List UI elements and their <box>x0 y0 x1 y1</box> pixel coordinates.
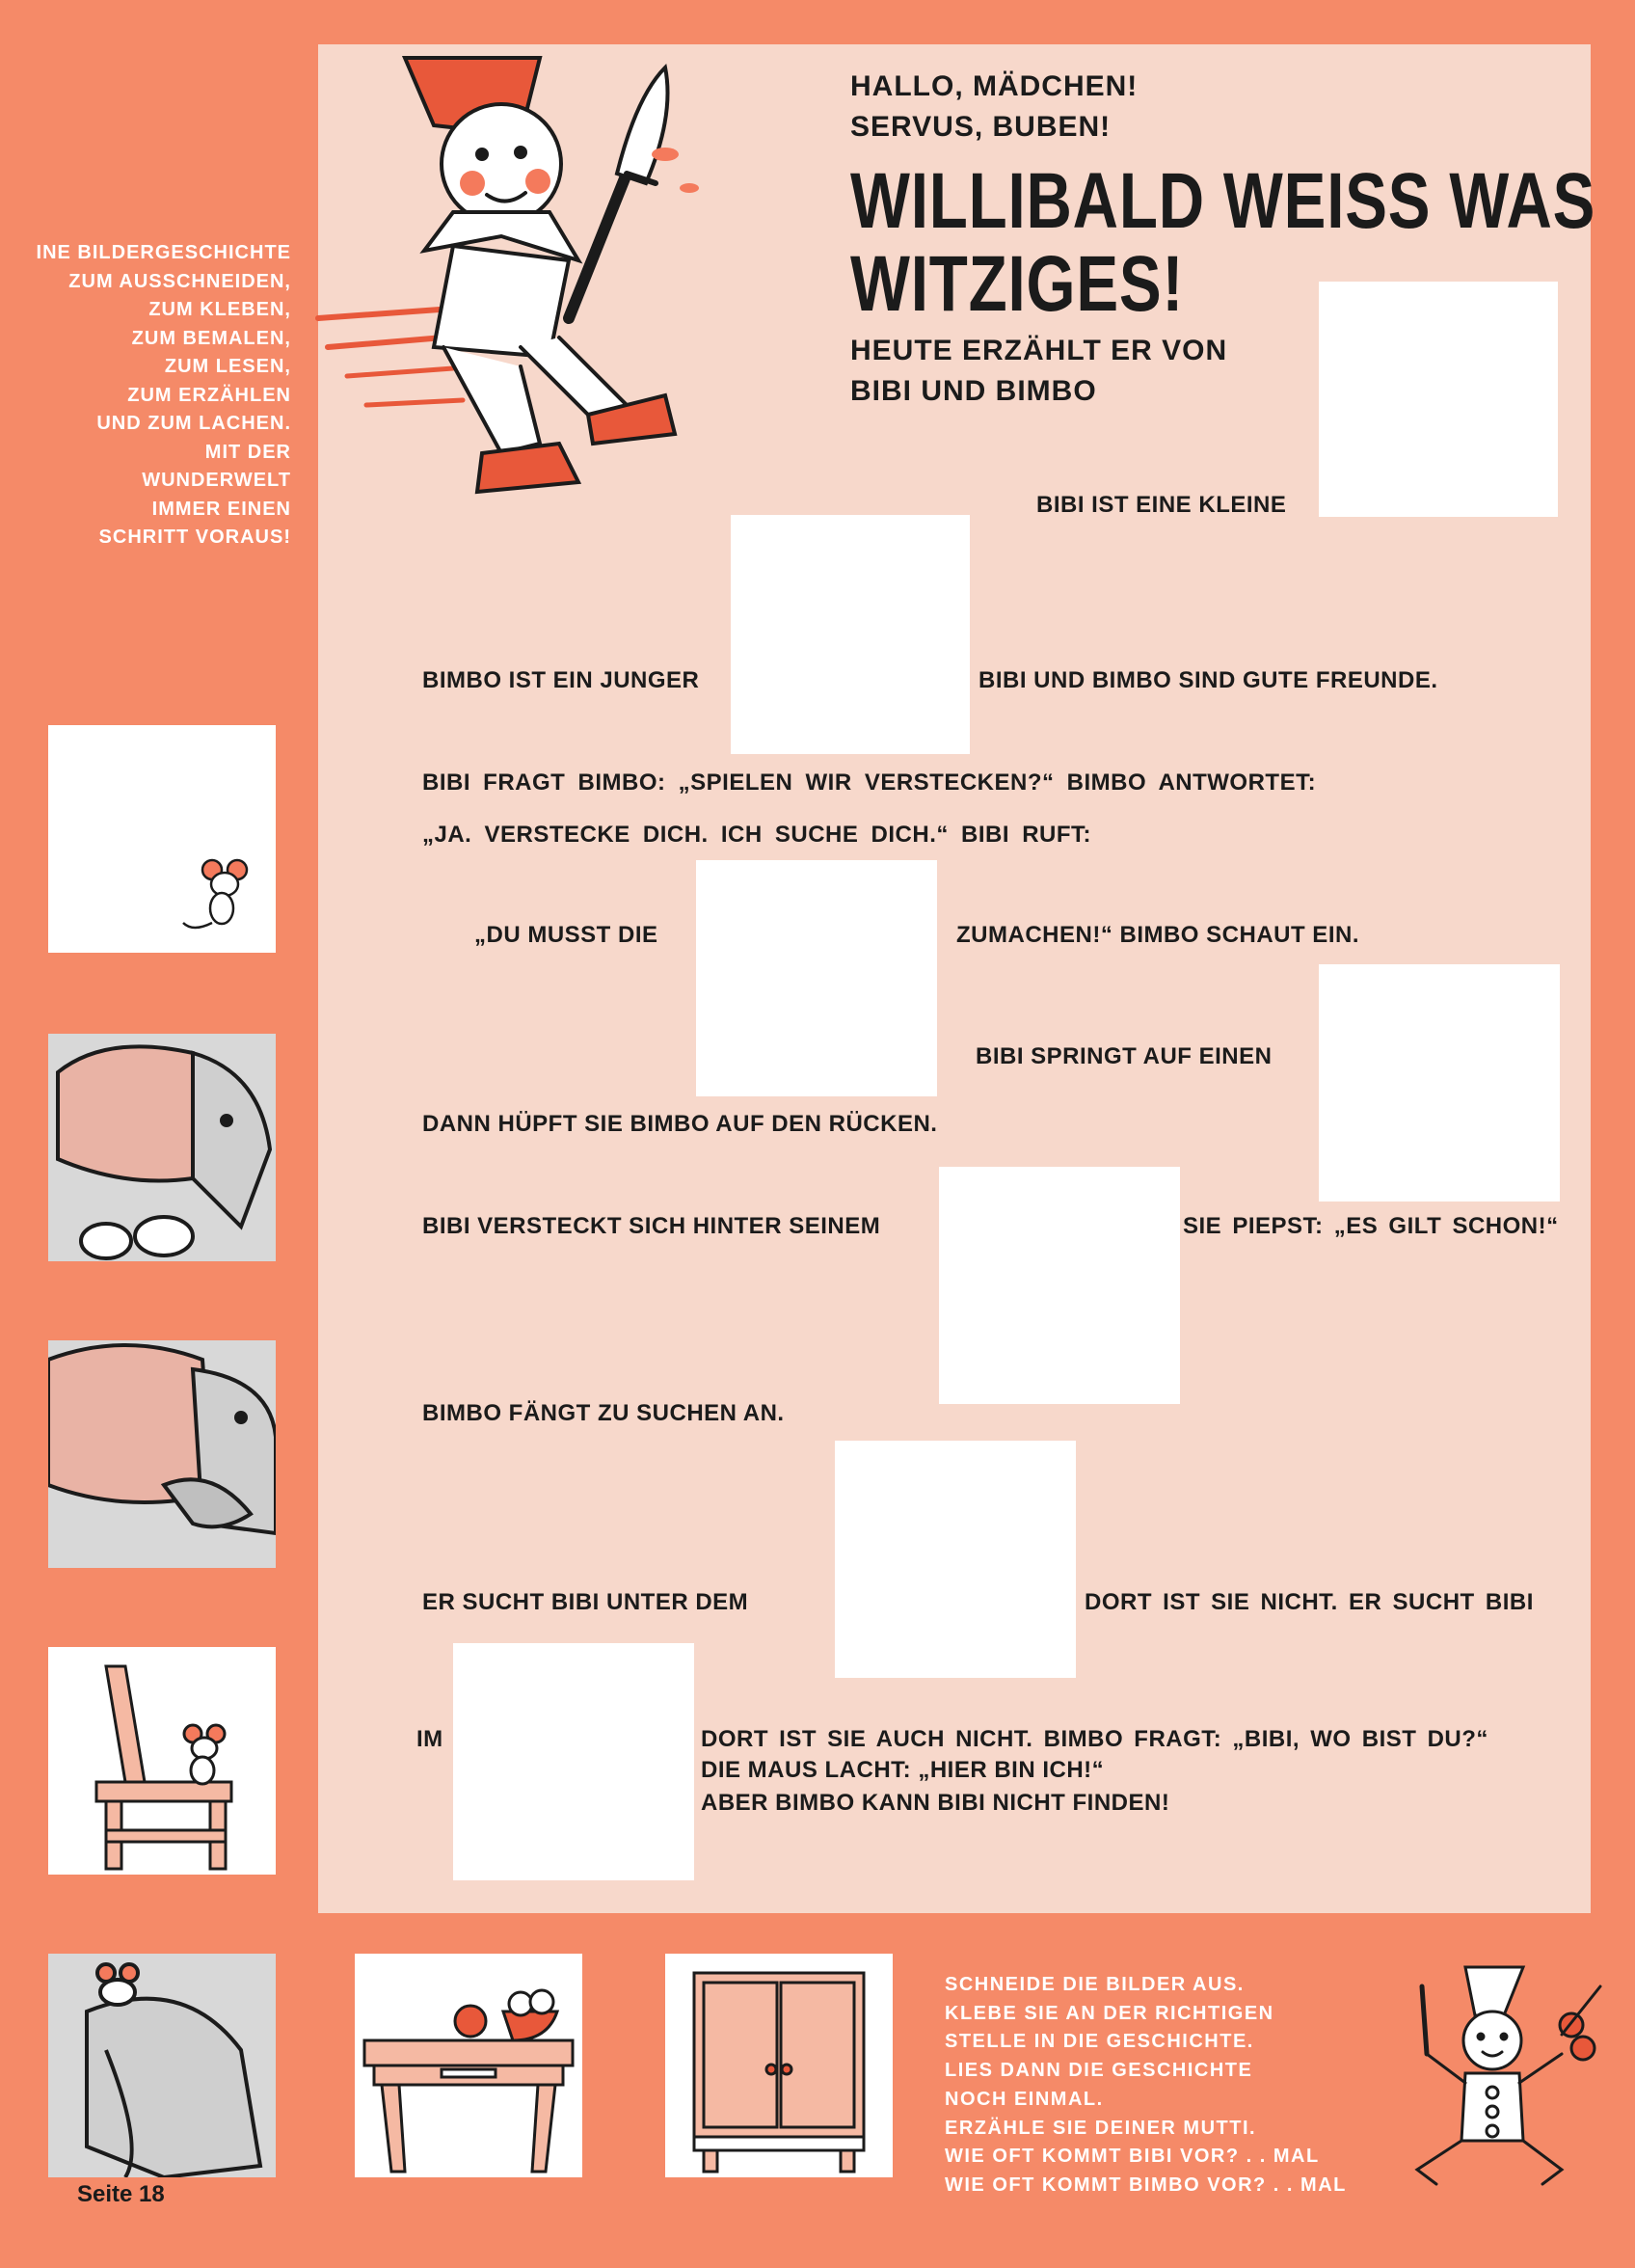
sidebar-line: INE BILDERGESCHICHTE <box>36 242 291 263</box>
picture-slot-2[interactable] <box>731 515 970 754</box>
page-title-line-1: WILLIBALD WEISS WAS <box>850 157 1596 245</box>
sidebar-line: WUNDERWELT <box>142 470 291 491</box>
cutout-table-with-fruit[interactable] <box>355 1954 582 2177</box>
wardrobe-icon <box>665 1954 893 2177</box>
sidebar-line: IMMER EINEN <box>151 498 291 520</box>
page-number: Seite 18 <box>77 2181 165 2207</box>
sidebar-line: UND ZUM LACHEN. <box>96 413 291 434</box>
story-sentence-2a: BIMBO IST EIN JUNGER <box>422 667 700 693</box>
picture-slot-7[interactable] <box>453 1643 694 1880</box>
instruction-line: LIES DANN DIE GESCHICHTE <box>945 2060 1253 2082</box>
page-title-line-2: WITZIGES! <box>850 240 1185 328</box>
elephant-trunk-icon <box>48 1954 276 2177</box>
instruction-line: SCHNEIDE DIE BILDER AUS. <box>945 1974 1245 1995</box>
sidebar-line: ZUM KLEBEN, <box>148 299 291 320</box>
sidebar-line: SCHRITT VORAUS! <box>98 526 291 548</box>
chair-icon <box>48 1647 276 1875</box>
picture-slot-3[interactable] <box>696 860 937 1096</box>
instruction-line: ERZÄHLE SIE DEINER MUTTI. <box>945 2117 1257 2139</box>
subtitle-line-2: BIBI UND BIMBO <box>850 375 1097 407</box>
table-icon <box>355 1954 582 2177</box>
sidebar-line: ZUM ERZÄHLEN <box>127 384 291 406</box>
sidebar-intro <box>19 239 291 553</box>
cutout-mouse[interactable] <box>48 725 276 953</box>
instruction-line: WIE OFT KOMMT BIMBO VOR? . . MAL <box>945 2174 1347 2196</box>
picture-slot-4[interactable] <box>1319 964 1560 1202</box>
willibald-painter-illustration <box>308 29 791 530</box>
cutout-elephant-trunk-with-mouse[interactable] <box>48 1954 276 2177</box>
story-sentence-3: BIBI FRAGT BIMBO: „SPIELEN WIR VERSTECKEN?“ BIMBO ANTWORTET: <box>422 770 1317 796</box>
cutout-chair-with-mouse[interactable] <box>48 1647 276 1875</box>
story-sentence-11d: ABER BIMBO KANN BIBI NICHT FINDEN! <box>701 1790 1170 1816</box>
picture-slot-1[interactable] <box>1319 282 1558 517</box>
instruction-line: KLEBE SIE AN DER RICHTIGEN <box>945 2002 1274 2024</box>
sidebar-line: ZUM BEMALEN, <box>131 327 291 349</box>
story-sentence-4: „JA. VERSTECKE DICH. ICH SUCHE DICH.“ BIBI RUFT: <box>422 822 1092 848</box>
story-sentence-1: BIBI IST EINE KLEINE <box>1036 492 1287 518</box>
story-sentence-2b: BIBI UND BIMBO SIND GUTE FREUNDE. <box>978 667 1438 693</box>
willibald-scissors-illustration <box>1379 1948 1610 2189</box>
greeting-girls: HALLO, MÄDCHEN! <box>850 70 1139 102</box>
story-sentence-6: BIBI SPRINGT AUF EINEN <box>976 1043 1273 1069</box>
picture-slot-6[interactable] <box>835 1441 1076 1678</box>
cutout-wardrobe[interactable] <box>665 1954 893 2177</box>
sidebar-line: ZUM AUSSCHNEIDEN, <box>68 270 291 292</box>
story-sentence-5b: ZUMACHEN!“ BIMBO SCHAUT EIN. <box>956 922 1359 948</box>
cutout-elephant-ear[interactable] <box>48 1034 276 1261</box>
sidebar-line: ZUM LESEN, <box>164 356 291 377</box>
story-sentence-11c: DIE MAUS LACHT: „HIER BIN ICH!“ <box>701 1757 1105 1783</box>
story-sentence-11a: IM <box>416 1726 443 1752</box>
instructions <box>945 1971 1347 2200</box>
story-sentence-9: BIMBO FÄNGT ZU SUCHEN AN. <box>422 1400 785 1426</box>
story-sentence-8a: BIBI VERSTECKT SICH HINTER SEINEM <box>422 1213 881 1239</box>
instruction-line: WIE OFT KOMMT BIBI VOR? . . MAL <box>945 2146 1320 2168</box>
story-sentence-10a: ER SUCHT BIBI UNTER DEM <box>422 1589 749 1615</box>
story-sentence-5a: „DU MUSST DIE <box>474 922 658 948</box>
sidebar-line: MIT DER <box>204 441 291 463</box>
story-sentence-10b: DORT IST SIE NICHT. ER SUCHT BIBI <box>1085 1589 1534 1615</box>
picture-slot-5[interactable] <box>939 1167 1180 1404</box>
story-sentence-8b: SIE PIEPST: „ES GILT SCHON!“ <box>1183 1213 1559 1239</box>
instruction-line: STELLE IN DIE GESCHICHTE. <box>945 2031 1254 2053</box>
elephant-ear-icon <box>48 1034 276 1261</box>
mouse-icon <box>48 725 276 953</box>
subtitle-line-1: HEUTE ERZÄHLT ER VON <box>850 335 1228 366</box>
greeting-boys: SERVUS, BUBEN! <box>850 111 1112 143</box>
instruction-line: NOCH EINMAL. <box>945 2088 1104 2110</box>
cutout-elephant-head[interactable] <box>48 1340 276 1568</box>
story-sentence-7: DANN HÜPFT SIE BIMBO AUF DEN RÜCKEN. <box>422 1111 938 1137</box>
story-sentence-11b: DORT IST SIE AUCH NICHT. BIMBO FRAGT: „BIBI, WO BIST DU?“ <box>701 1726 1488 1752</box>
elephant-head-icon <box>48 1340 276 1568</box>
